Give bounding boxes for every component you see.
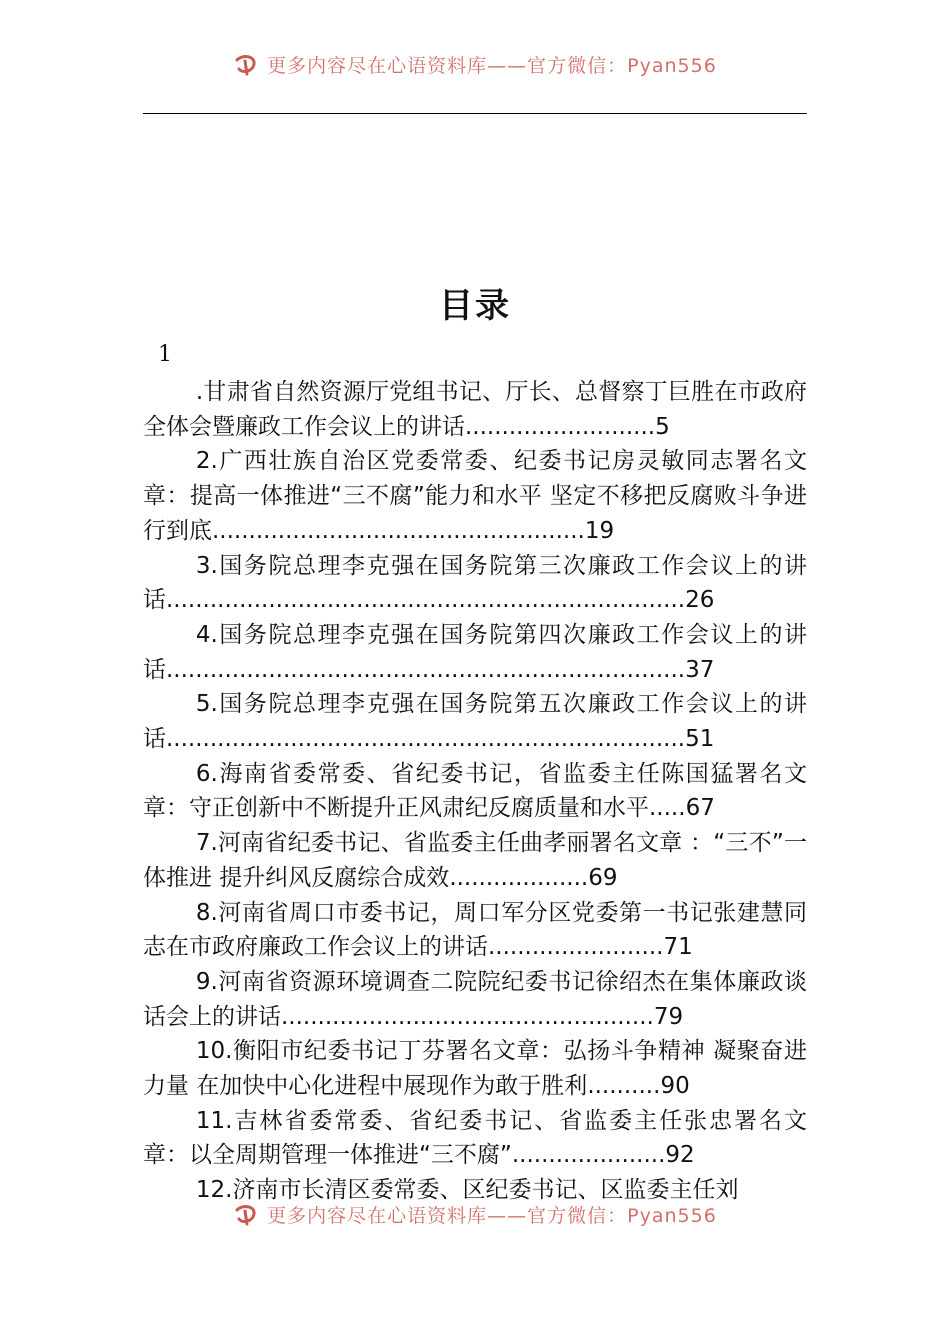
toc-entry-leader-dots: ..... — [649, 795, 686, 822]
toc-entry-page-number: 5 — [655, 413, 670, 440]
toc-entry-title: 2.广西壮族自治区党委常委、纪委书记房灵敏同志署名文章：提高一体推进“三不腐”能力和水平 坚定不移把反腐败斗争进行到底 — [143, 448, 807, 544]
header-watermark-text: 更多内容尽在心语资料库——官方微信：Pyan556 — [267, 55, 717, 77]
toc-entry[interactable] — [143, 618, 807, 687]
toc-list — [143, 375, 807, 1208]
page-title: 目录 — [439, 286, 511, 326]
toc-entry[interactable] — [143, 757, 807, 826]
toc-entry-page-number: 92 — [665, 1142, 695, 1169]
swirl-logo-icon — [233, 1205, 259, 1228]
toc-entry-leader-dots: ................................................... — [281, 1003, 654, 1030]
page-footer — [0, 1205, 950, 1239]
toc-entry-title: .甘肃省自然资源厅党组书记、厅长、总督察丁巨胜在市政府全体会暨廉政工作会议上的讲话 — [143, 379, 807, 440]
toc-entry[interactable] — [143, 1034, 807, 1103]
toc-entry-title: 4.国务院总理李克强在国务院第四次廉政工作会议上的讲话 — [143, 621, 807, 683]
toc-entry-title: 12.济南市长清区委常委、区纪委书记、区监委主任刘 — [195, 1177, 739, 1204]
toc-entry[interactable] — [143, 896, 807, 965]
toc-entry-title: 6.海南省委常委、省纪委书记，省监委主任陈国猛署名文章：守正创新中不断提升正风肃纪反腐质量和水平 — [143, 760, 807, 822]
toc-entry-leader-dots: ....................................................................... — [166, 587, 686, 614]
toc-entry[interactable] — [143, 444, 807, 548]
header-divider — [143, 113, 807, 114]
toc-entry[interactable] — [143, 687, 807, 756]
toc-entry[interactable] — [143, 826, 807, 895]
toc-entry[interactable] — [143, 1173, 807, 1208]
toc-entry-page-number: 71 — [663, 934, 693, 961]
toc-entry-page-number: 51 — [685, 726, 715, 753]
toc-entry[interactable] — [143, 1104, 807, 1173]
first-entry-number: 1 — [158, 342, 172, 367]
toc-entry-title: 7.河南省纪委书记、省监委主任曲孝丽署名文章 ：“三不”一体推进 提升纠风反腐综合成效 — [143, 830, 807, 891]
toc-entry-title: 9.河南省资源环境调查二院院纪委书记徐绍杰在集体廉政谈话会上的讲话 — [143, 968, 807, 1030]
toc-entry-leader-dots: ........................ — [488, 934, 664, 961]
toc-entry-title: 3.国务院总理李克强在国务院第三次廉政工作会议上的讲话 — [143, 552, 807, 614]
toc-entry-title: 5.国务院总理李克强在国务院第五次廉政工作会议上的讲话 — [143, 691, 807, 753]
toc-entry-page-number: 69 — [588, 864, 618, 891]
toc-entry-leader-dots: ................... — [449, 864, 589, 891]
toc-entry-page-number: 19 — [584, 517, 615, 544]
toc-entry-page-number: 37 — [685, 656, 715, 683]
toc-entry-leader-dots: ....................................................................... — [166, 726, 686, 753]
toc-entry-leader-dots: ....................................................................... — [166, 656, 686, 683]
toc-entry-title: 8.河南省周口市委书记，周口军分区党委第一书记张建慧同志在市政府廉政工作会议上的讲话 — [143, 899, 807, 961]
toc-entry-page-number: 26 — [685, 587, 715, 614]
page-header — [0, 55, 950, 89]
toc-entry-leader-dots: .......................... — [465, 413, 656, 440]
toc-entry[interactable] — [143, 375, 807, 444]
toc-entry[interactable] — [143, 549, 807, 618]
swirl-logo-icon — [233, 55, 259, 78]
toc-entry-page-number: 79 — [653, 1003, 684, 1030]
toc-entry-leader-dots: .......... — [587, 1073, 661, 1100]
toc-entry-page-number: 67 — [685, 795, 715, 822]
toc-entry-leader-dots: ..................... — [511, 1142, 666, 1169]
toc-entry-page-number: 90 — [660, 1073, 690, 1100]
footer-watermark-text: 更多内容尽在心语资料库——官方微信：Pyan556 — [267, 1205, 717, 1227]
toc-entry-leader-dots: ................................................... — [212, 517, 585, 544]
toc-entry-title: 10.衡阳市纪委书记丁芬署名文章：弘扬斗争精神 凝聚奋进力量 在加快中心化进程中展现作为敢于胜利 — [143, 1038, 807, 1100]
toc-entry[interactable] — [143, 965, 807, 1034]
toc-entry-title: 11.吉林省委常委、省纪委书记、省监委主任张忠署名文章：以全周期管理一体推进“三不腐” — [143, 1107, 807, 1169]
